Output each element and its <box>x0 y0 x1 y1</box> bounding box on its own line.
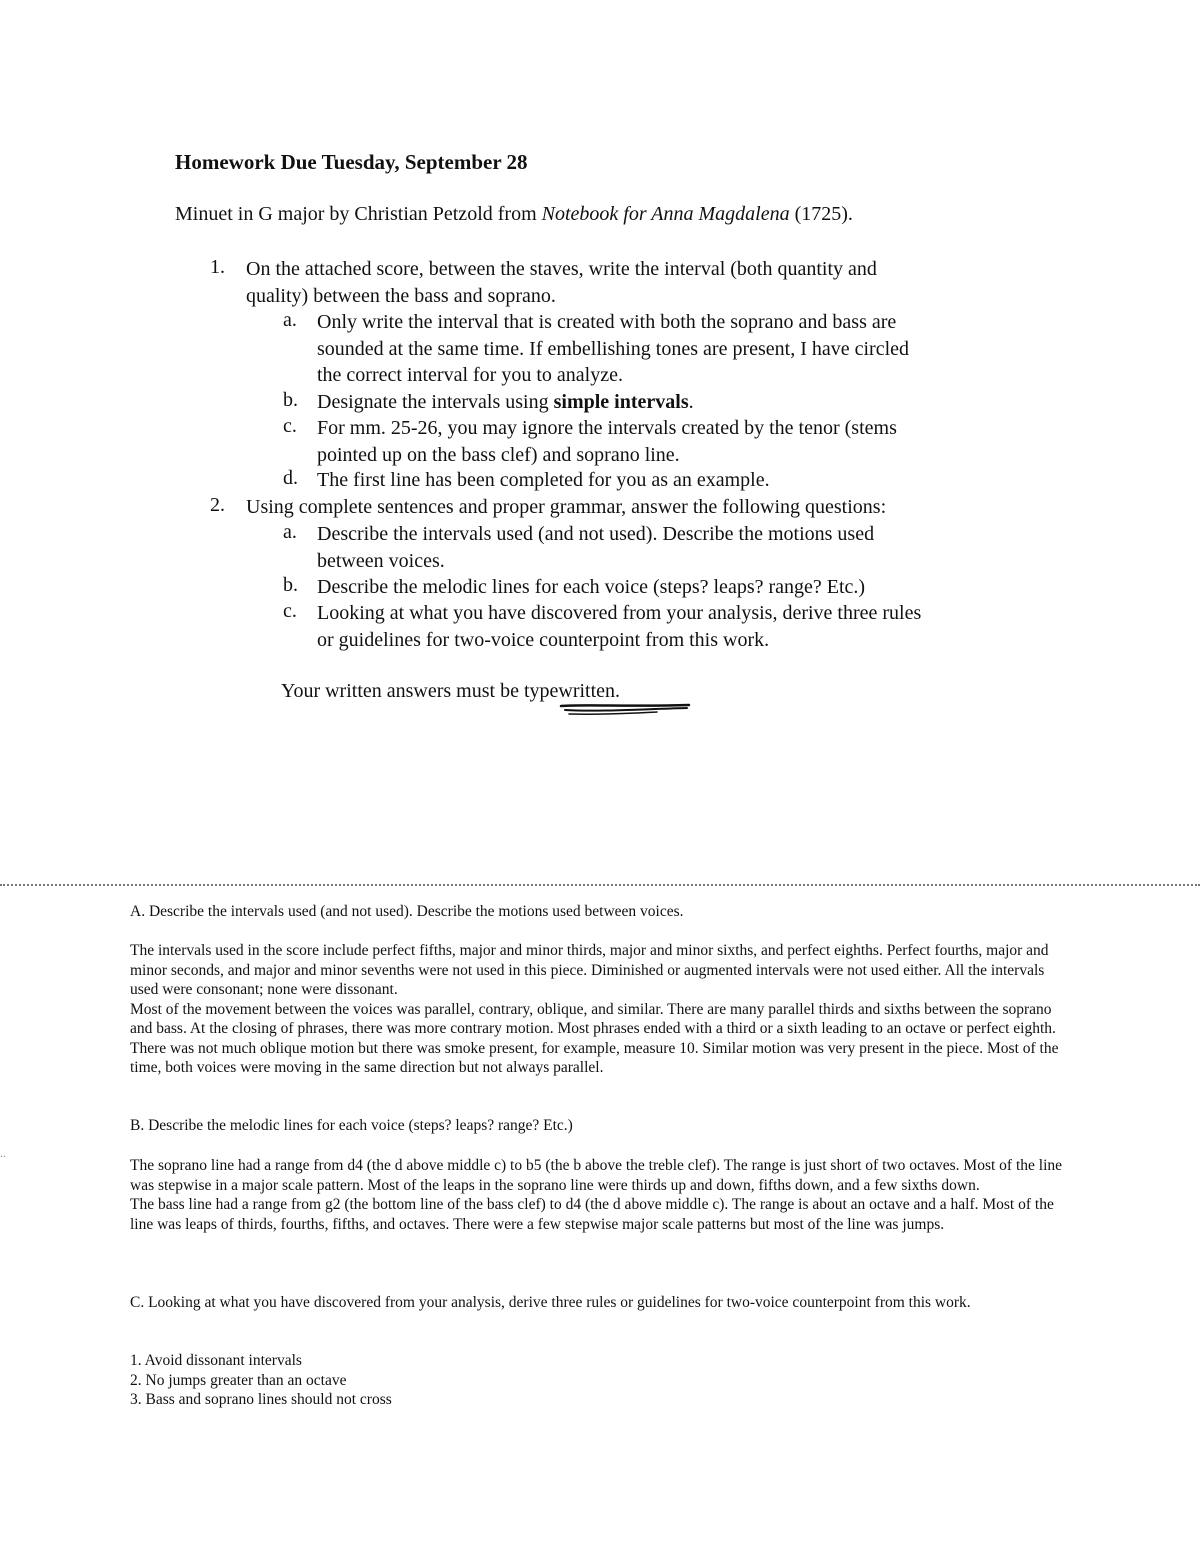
question-1b-prefix: Designate the intervals using <box>317 391 554 413</box>
question-2b-line: Describe the melodic lines for each voice (steps? leaps? range? Etc.) <box>317 576 866 598</box>
question-2b-text <box>317 574 865 601</box>
question-2a-text <box>317 521 874 574</box>
question-1b-text <box>317 389 694 416</box>
answer-b-paragraph: The soprano line had a range from d4 (the d above middle c) to b5 (the b above the treble clef). The range is just short of two octaves. Most of the line was stepwise in a major scale pattern. Most of the leaps in the soprano line were thirds up and down, fifths down, and a few sixths down. <box>130 1157 1063 1194</box>
question-1c-line: pointed up on the bass clef) and soprano line. <box>317 443 680 466</box>
question-2-text <box>246 494 886 521</box>
question-2c-line: or guidelines for two-voice counterpoint from this work. <box>317 628 770 651</box>
margin-mark: .. <box>0 1146 6 1160</box>
page-title: Homework Due Tuesday, September 28 <box>175 150 528 174</box>
question-2c-text <box>317 600 921 653</box>
question-1-text <box>246 256 877 309</box>
question-1d-line: The first line has been completed for you as an example. <box>317 469 770 491</box>
note-prefix: Your written answers must be <box>281 680 524 702</box>
question-1a-letter: a. <box>283 309 297 331</box>
question-1c-line: For mm. 25-26, you may ignore the intervals created by the tenor (stems <box>317 417 897 439</box>
intro-source-title: Notebook for Anna Magdalena <box>541 203 790 225</box>
intro-line <box>175 203 853 226</box>
answer-b-heading: B. Describe the melodic lines for each voice (steps? leaps? range? Etc.) <box>130 1117 573 1134</box>
answer-c-rules <box>130 1351 1070 1410</box>
question-1d-text <box>317 467 770 494</box>
question-1d-letter: d. <box>283 467 298 489</box>
question-2b-letter: b. <box>283 574 298 596</box>
question-1b-letter: b. <box>283 389 298 411</box>
question-1a-text <box>317 309 909 389</box>
question-1-number: 1. <box>210 256 225 278</box>
answer-c-heading: C. Looking at what you have discovered from your analysis, derive three rules or guidelines for two-voice counterpoint from this work. <box>130 1294 971 1311</box>
question-1c-text <box>317 415 897 468</box>
question-2a-letter: a. <box>283 521 297 543</box>
answer-a-paragraph: Most of the movement between the voices was parallel, contrary, oblique, and similar. There are many parallel thirds and sixths between the soprano and bass. At the closing of phrases, there was more contrary motion. Most phrases ended with a third or a sixth leading to an octave or perfect eighth. There was not much oblique motion but there was smoke present, for example, measure 10. Similar motion was very present in the piece. Most of the time, both voices were moving in the same direction but not always parallel. <box>130 1000 1059 1076</box>
answer-b-paragraph: The bass line had a range from g2 (the bottom line of the bass clef) to d4 (the d above middle c). The range is about an octave and a half. Most of the line was leaps of thirds, fourths, fifths, and octaves. There were a few stepwise major scale patterns but most of the line was jumps. <box>130 1196 1054 1233</box>
answer-a-body <box>130 941 1070 1078</box>
question-1a-line: Only write the interval that is created with both the soprano and bass are <box>317 311 897 333</box>
question-1c-letter: c. <box>283 415 297 437</box>
note-underlined: typewritten. <box>523 680 621 702</box>
question-1a-line: sounded at the same time. If embellishing tones are present, I have circled <box>317 337 910 360</box>
question-1-line: quality) between the bass and soprano. <box>246 284 556 307</box>
answer-a-paragraph: The intervals used in the score include perfect fifths, major and minor thirds, major and minor sixths, and perfect eighths. Perfect fourths, major and minor seconds, and major and minor sevenths were not used in this piece. Diminished or augmented intervals were not used either. All the intervals used were consonant; none were dissonant. <box>130 942 1049 998</box>
intro-prefix: Minuet in G major by Christian Petzold from <box>175 203 542 225</box>
answer-b-body <box>130 1156 1070 1234</box>
question-1a-line: the correct interval for you to analyze. <box>317 364 623 386</box>
question-2a-line: between voices. <box>317 549 445 572</box>
answer-a-heading: A. Describe the intervals used (and not used). Describe the motions used between voices. <box>130 903 684 920</box>
rule-item: 1. Avoid dissonant intervals <box>130 1352 302 1369</box>
question-2-line: Using complete sentences and proper grammar, answer the following questions: <box>246 496 887 518</box>
handwritten-underline <box>557 700 697 720</box>
intro-suffix: (1725). <box>789 203 853 225</box>
question-1-line: On the attached score, between the staves, write the interval (both quantity and <box>246 258 877 280</box>
question-2c-letter: c. <box>283 600 297 622</box>
question-2c-line: Looking at what you have discovered from your analysis, derive three rules <box>317 602 922 624</box>
question-1b-suffix: . <box>688 391 694 413</box>
rule-item: 2. No jumps greater than an octave <box>130 1371 347 1389</box>
question-2-number: 2. <box>210 494 225 516</box>
page-divider <box>0 884 1200 886</box>
question-2a-line: Describe the intervals used (and not used). Describe the motions used <box>317 523 875 545</box>
question-1b-bold: simple intervals <box>553 391 689 413</box>
rule-item: 3. Bass and soprano lines should not cross <box>130 1391 392 1408</box>
